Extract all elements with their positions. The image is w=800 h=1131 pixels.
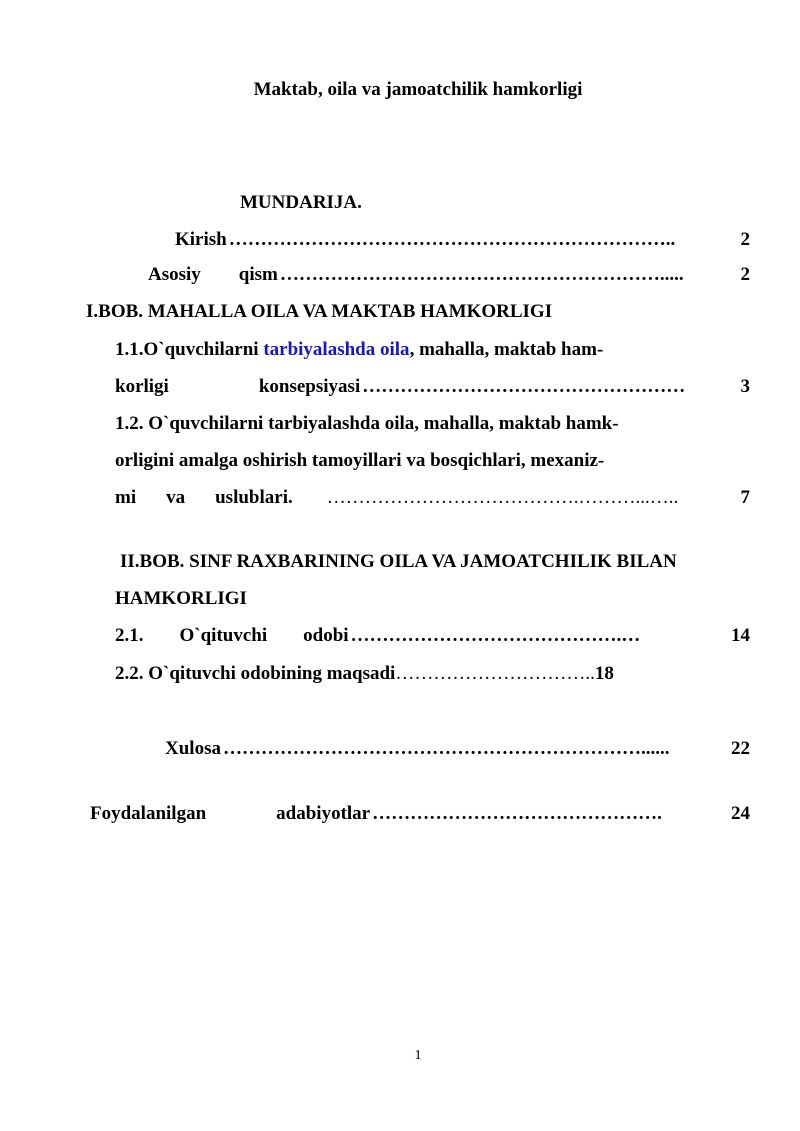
toc-entry-text: korligi [115, 376, 169, 397]
toc-page-number: 14 [731, 625, 750, 646]
toc-entry-text: 2.1. [115, 625, 144, 646]
toc-page-number: 7 [740, 487, 750, 508]
toc-entry-label: Asosiy [148, 264, 201, 285]
toc-entry-text: va [166, 487, 186, 508]
toc-leader-dots: …………………………………………………………….. [228, 230, 676, 249]
toc-chapter-1: I.BOB. MAHALLA OILA VA MAKTAB HAMKORLIGI [86, 301, 553, 322]
toc-leader-dots: …………………………………………… [362, 377, 686, 396]
toc-entry-text: 1.1.O`quvchilarni [115, 339, 264, 360]
toc-entry-label: qism [238, 264, 278, 285]
hyperlink-tarbiyalashda-oila[interactable]: tarbiyalashda oila [263, 339, 410, 360]
toc-entry-1-2-line-2: orligini amalga oshirish tamoyillari va bosqichlari, mexaniz- [115, 450, 605, 471]
toc-entry-label: Foydalanilgan [90, 803, 207, 824]
toc-chapter-2-line-2: HAMKORLIGI [115, 588, 247, 609]
toc-heading: MUNDARIJA. [240, 192, 362, 213]
toc-page-number: 2 [740, 264, 750, 285]
toc-entry-text: O`qituvchi [179, 625, 268, 646]
document-title: Maktab, oila va jamoatchilik hamkorligi [253, 79, 583, 100]
toc-entry-text: uslublari. [215, 487, 293, 508]
toc-page-number: 2 [740, 229, 750, 250]
toc-entry-label: Xulosa [165, 738, 221, 759]
toc-leader-dots: ……………………………………………………..... [279, 265, 684, 284]
toc-leader-dots: …………………………………….… [350, 626, 641, 645]
toc-entry-text: , mahalla, maktab ham- [409, 339, 604, 360]
toc-entry-label: Kirish [175, 229, 227, 250]
toc-entry-text: konsepsiyasi [258, 376, 361, 397]
toc-page-number: 18 [594, 663, 614, 684]
toc-entry-label: adabiyotlar [276, 803, 371, 824]
toc-entry-1-2-line-3 [115, 488, 750, 507]
page-number: 1 [414, 1048, 422, 1063]
toc-entry-foydalanilgan-adabiyotlar [90, 804, 750, 823]
toc-chapter-2-line-1: II.BOB. SINF RAXBARINING OILA VA JAMOATCHILIK BILAN [120, 551, 677, 572]
toc-entry-2-1 [115, 626, 750, 645]
toc-leader-dots: ………………………………………. [372, 804, 662, 823]
toc-page-number: 22 [731, 738, 750, 759]
toc-entry-1-1-line-1 [115, 340, 603, 359]
toc-entry-text: 2.2. O`qituvchi odobining maqsadi [115, 663, 396, 684]
toc-leader-dots: …………………………………………………………...... [222, 739, 670, 758]
toc-entry-2-2 [115, 664, 614, 683]
toc-entry-asosiy-qism [148, 265, 750, 284]
toc-page-number: 24 [731, 803, 750, 824]
toc-entry-1-1-line-2 [115, 377, 750, 396]
toc-leader-dots: ………………………………….………...….. [326, 488, 679, 507]
toc-page-number: 3 [740, 376, 750, 397]
toc-entry-xulosa [165, 739, 750, 758]
toc-entry-text: odobi [303, 625, 349, 646]
toc-leader-dots: ………………………….. [395, 663, 595, 684]
toc-entry-text: mi [115, 487, 137, 508]
toc-entry-kirish [175, 230, 750, 249]
toc-entry-1-2-line-1: 1.2. O`quvchilarni tarbiyalashda oila, mahalla, maktab hamk- [115, 413, 619, 434]
